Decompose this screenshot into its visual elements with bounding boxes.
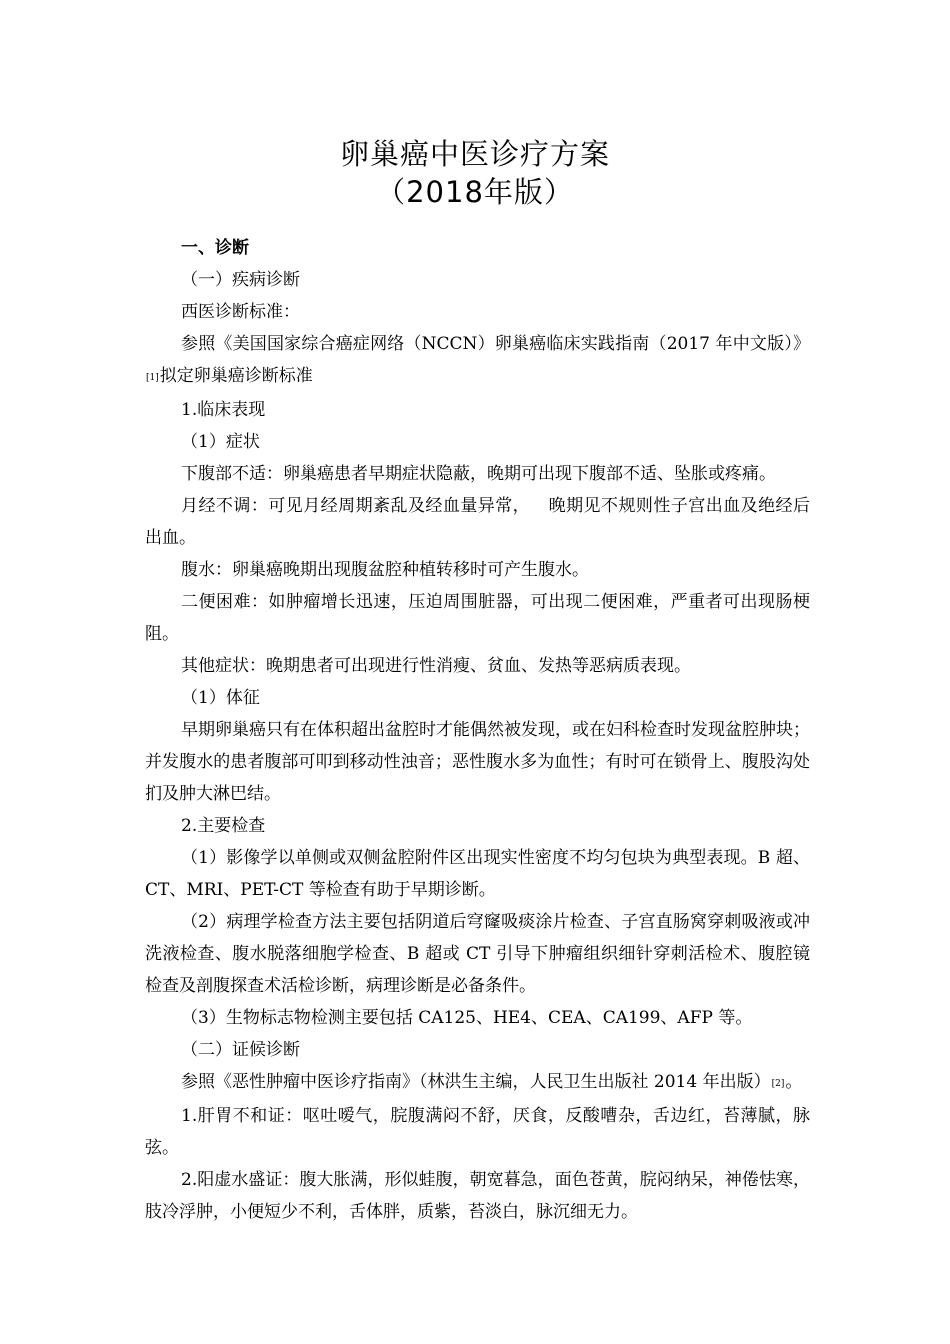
tcm-reference-tail: 。 — [785, 1072, 803, 1092]
paragraph-biomarkers: （3）生物标志物检测主要包括 CA125、HE4、CEA、CA199、AFP 等。 — [181, 1008, 753, 1028]
paragraph-syndrome-2: 2.阳虚水盛证：腹大胀满，形似蛙腹，朝宽暮急，面色苍黄，脘闷纳呆，神倦怯寒，肢冷浮肿，小便短少不利，舌体胖，质紫，苔淡白，脉沉细无力。 — [145, 1170, 810, 1222]
subsection-heading-syndrome-diagnosis: （二）证候诊断 — [181, 1040, 300, 1060]
heading-main-exams: 2.主要检查 — [181, 816, 266, 836]
paragraph-menstruation — [145, 490, 810, 554]
paragraph-syndrome-1: 1.肝胃不和证：呕吐嗳气，脘腹满闷不舒，厌食，反酸嘈杂，舌边红，苔薄腻，脉弦。 — [145, 1106, 810, 1158]
menstruation-text-a: 月经不调：可见月经周期紊乱及经血量异常， — [181, 496, 531, 516]
paragraph-lower-abdomen: 下腹部不适：卵巢癌患者早期症状隐蔽，晚期可出现下腹部不适、坠胀或疼痛。 — [181, 464, 776, 484]
document-title: 卵巢癌中医诊疗方案 — [339, 137, 610, 171]
tcm-reference-text: 参照《恶性肿瘤中医诊疗指南》（林洪生主编，人民卫生出版社 2014 年出版） — [181, 1072, 771, 1092]
citation-2[interactable]: [2] — [771, 1079, 785, 1089]
document-body — [145, 232, 810, 1228]
citation-1[interactable]: [1] — [146, 373, 159, 383]
menstruation-text-b: 晚期见不规则性子宫出血及绝经后出血。 — [145, 496, 811, 548]
nccn-reference-text: 参照《美国国家综合癌症网络（NCCN）卵巢癌临床实践指南（2017 年中文版）》 — [181, 334, 810, 354]
paragraph-ascites: 腹水：卵巢癌晚期出现腹盆腔种植转移时可产生腹水。 — [181, 560, 589, 580]
heading-signs: （1）体征 — [181, 688, 260, 708]
paragraph-signs: 早期卵巢癌只有在体积超出盆腔时才能偶然被发现，或在妇科检查时发现盆腔肿块；并发腹水的患者腹部可叩到移动性浊音；恶性腹水多为血性；有时可在锁骨上、腹股沟处扪及肿大淋巴结。 — [145, 720, 810, 804]
paragraph-tcm-reference — [145, 1066, 810, 1100]
paragraph-other-symptoms: 其他症状：晚期患者可出现进行性消瘦、贫血、发热等恶病质表现。 — [181, 656, 691, 676]
paragraph-pathology: （2）病理学检查方法主要包括阴道后穹窿吸痰涂片检查、子宫直肠窝穿刺吸液或冲洗液检查、腹水脱落细胞学检查、B 超或 CT 引导下肿瘤组织细针穿刺活检术、腹腔镜检查及剖腹探查术活检诊断，病理诊断是必备条件。 — [145, 912, 810, 996]
subsection-heading-disease-diagnosis: （一）疾病诊断 — [181, 270, 300, 290]
heading-clinical-manifestation: 1.临床表现 — [181, 400, 266, 420]
document-edition: （2018年版） — [376, 175, 574, 209]
nccn-reference-tail: 拟定卵巢癌诊断标准 — [159, 366, 313, 386]
heading-symptoms: （1）症状 — [181, 432, 260, 452]
section-heading-diagnosis: 一、诊断 — [181, 238, 249, 258]
paragraph-nccn-reference — [145, 328, 810, 394]
paragraph-imaging: （1）影像学以单侧或双侧盆腔附件区出现实性密度不均匀包块为典型表现。B 超、CT、MRI、PET-CT 等检查有助于早期诊断。 — [145, 848, 810, 900]
paragraph-bowel: 二便困难：如肿瘤增长迅速，压迫周围脏器，可出现二便困难，严重者可出现肠梗阻。 — [145, 592, 810, 644]
western-criteria-label: 西医诊断标准： — [181, 302, 300, 322]
